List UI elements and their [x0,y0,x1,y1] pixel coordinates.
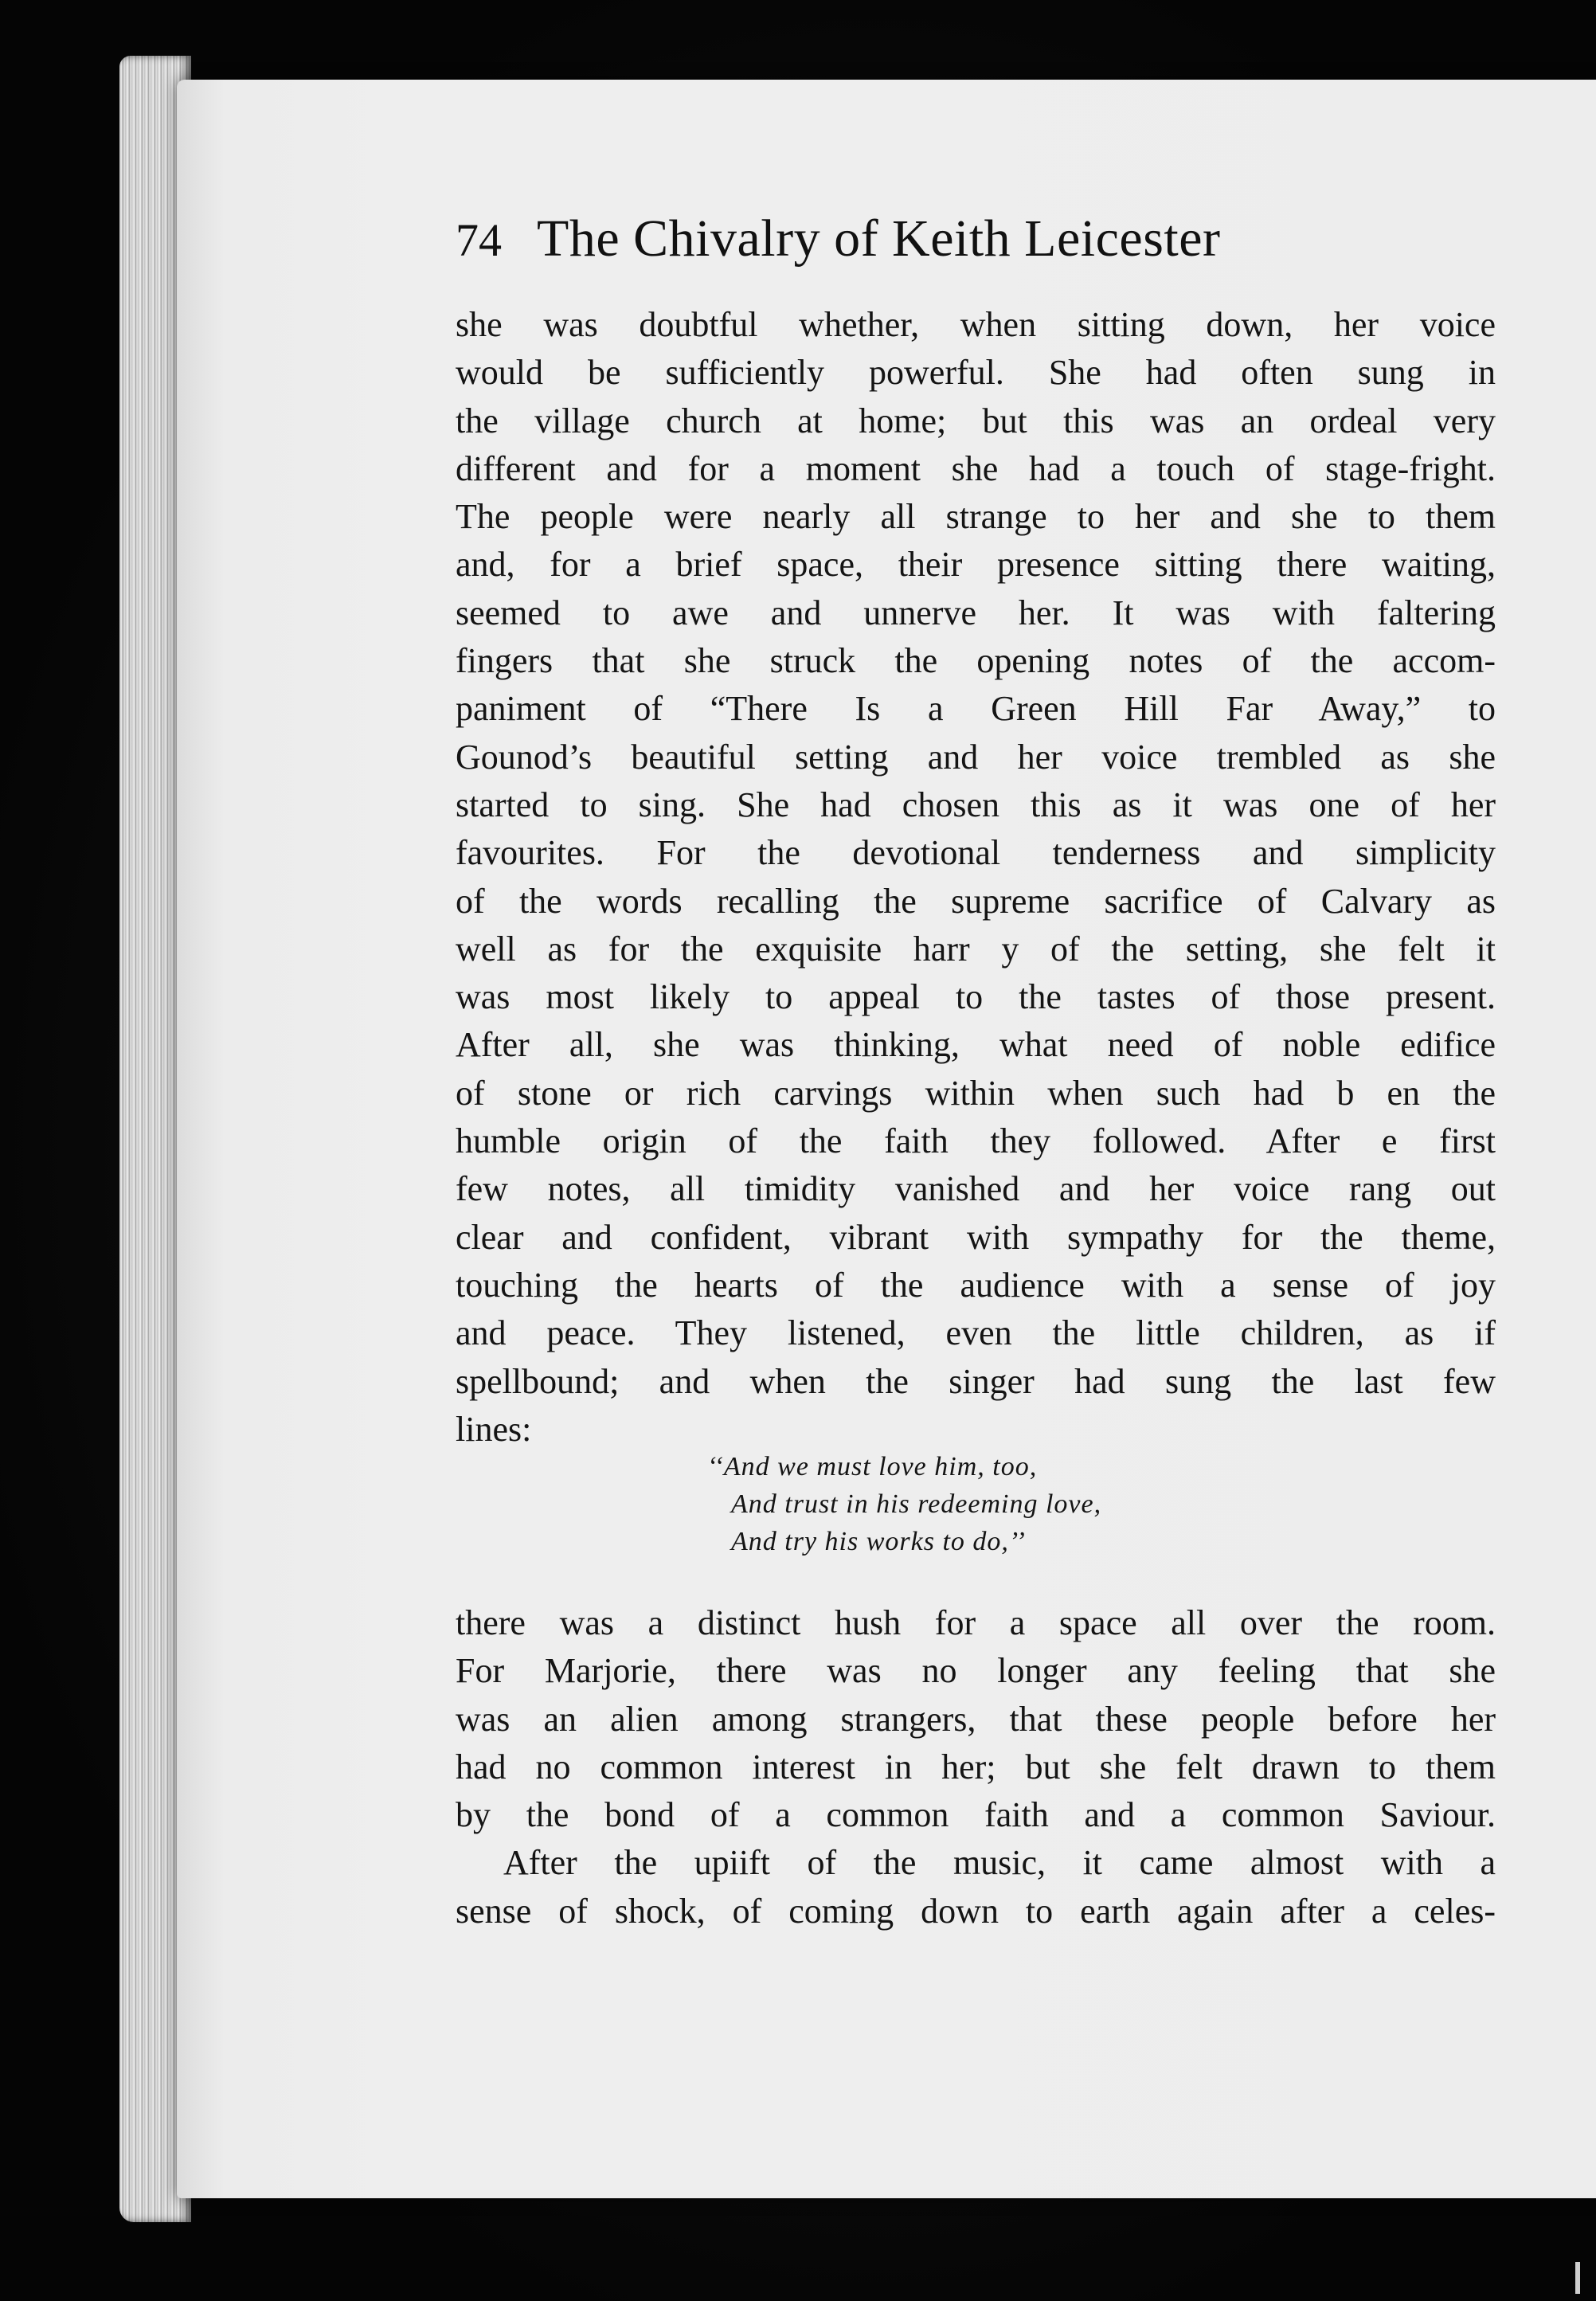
text-line: she was doubtful whether, when sitting down, her voice [456,305,1496,344]
text-line: would be sufficiently powerful. She had often sung in [456,353,1496,393]
text-line: lines: [456,1409,532,1449]
text-line: of the words recalling the supreme sacrifice of Calvary as [456,881,1496,921]
text-line: humble origin of the faith they followed. After e first [456,1121,1496,1161]
paragraph-2 [456,1599,1496,1935]
text-line: For Marjorie, there was no longer any feeling that she [456,1651,1496,1691]
text-line: had no common interest in her; but she felt drawn to them [456,1747,1496,1786]
text-line: After all, she was thinking, what need of noble edifice [456,1025,1496,1065]
text-line: was most likely to appeal to the tastes of those present. [456,977,1496,1017]
text-line: After the upiift of the music, it came almost with a [503,1843,1496,1883]
text-line: sense of shock, of coming down to earth again after a celes- [456,1891,1496,1931]
text-line: seemed to awe and unnerve her. It was with faltering [456,593,1496,632]
text-line: different and for a moment she had a touch of stage-fright. [456,448,1496,488]
text-line: of stone or rich carvings within when such had b en the [456,1073,1496,1113]
verse-line: And trust in his redeeming love, [731,1489,1102,1519]
text-line: spellbound; and when the singer had sung the last few [456,1361,1496,1401]
text-line: fingers that she struck the opening notes of the accom- [456,641,1496,681]
paragraph-1 [456,301,1496,1454]
text-line: started to sing. She had chosen this as it was one of her [456,785,1496,824]
text-line: Gounod’s beautiful setting and her voice trembled as she [456,737,1496,777]
text-line: by the bond of a common faith and a common Saviour. [456,1795,1496,1835]
text-line: the village church at home; but this was an ordeal very [456,401,1496,440]
text-line: there was a distinct hush for a space all over the room. [456,1603,1496,1642]
text-line: and, for a brief space, their presence sitting there waiting, [456,545,1496,585]
running-head [456,209,1379,280]
verse-line: ‘‘And we must love him, too, [707,1452,1038,1481]
scan-artifact [1575,2262,1580,2294]
hymn-verse [707,1448,1392,1560]
text-line: and peace. They listened, even the little children, as if [456,1313,1496,1353]
text-line: paniment of “There Is a Green Hill Far Away,” to [456,689,1496,729]
text-line: The people were nearly all strange to her and she to them [456,497,1496,537]
text-line: well as for the exquisite harr y of the setting, she felt it [456,929,1496,969]
text-line: few notes, all timidity vanished and her voice rang out [456,1169,1496,1209]
verse-line: And try his works to do,’’ [731,1527,1026,1556]
text-line: touching the hearts of the audience with a sense of joy [456,1265,1496,1305]
text-line: favourites. For the devotional tenderness and simplicity [456,833,1496,873]
text-line: clear and confident, vibrant with sympathy for the theme, [456,1217,1496,1257]
text-line: was an alien among strangers, that these people before her [456,1699,1496,1739]
page-number: 74 [456,214,502,266]
running-title: The Chivalry of Keith Leicester [537,209,1221,268]
